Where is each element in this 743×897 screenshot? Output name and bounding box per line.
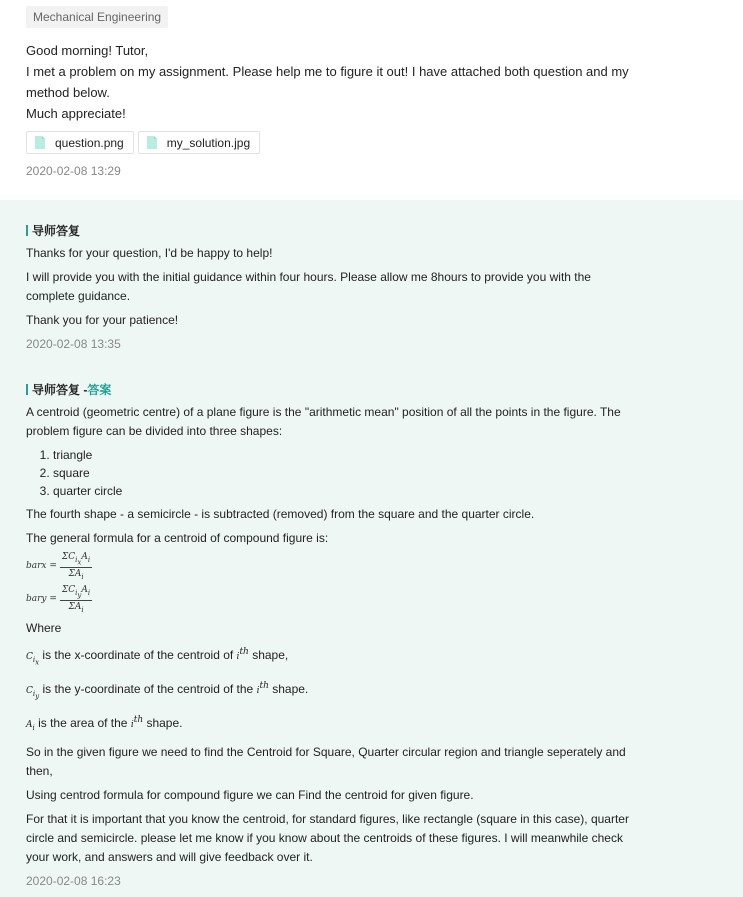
index-i: i <box>130 720 134 731</box>
reply-paragraph: Using centrod formula for compound figure we can Find the centroid for given figure. <box>26 788 474 803</box>
list-item: 3. quarter circle <box>53 482 636 500</box>
superscript-th: th <box>239 646 249 657</box>
symbol <box>26 720 35 733</box>
image-file-icon <box>147 136 157 149</box>
formula-bary <box>26 585 636 614</box>
shape-list <box>53 446 636 500</box>
reply-paragraph: Thanks for your question, I'd be happy to help! <box>26 246 273 260</box>
index-i: i <box>236 651 240 662</box>
title-accent-bar <box>26 225 28 236</box>
reply-timestamp: 2020-02-08 16:23 <box>26 874 121 889</box>
num-sym: ΣC <box>61 584 76 595</box>
answer-label: 答案 <box>87 382 112 397</box>
answers-section <box>0 200 743 897</box>
num-subsub: y <box>77 591 82 600</box>
sym-sub: i <box>32 689 36 698</box>
formula-fraction <box>60 585 92 614</box>
sym-subsub: x <box>35 658 40 667</box>
reply-title <box>26 381 636 397</box>
reply-paragraph: So in the given figure we need to find the Centroid for Square, Quarter circular region and triangle seperately and then, <box>26 745 626 779</box>
definition-cx <box>26 643 636 672</box>
reply-title <box>26 222 636 238</box>
reply-paragraph: A centroid (geometric centre) of a plane figure is the "arithmetic mean" position of all the points in the figure. The problem figure can be divided into three shapes: <box>26 405 621 438</box>
formula-denominator <box>68 601 83 614</box>
sym: A <box>26 720 33 731</box>
reply-paragraph: The general formula for a centroid of compound figure is: <box>26 531 329 545</box>
subject-tag: Mechanical Engineering <box>26 6 168 28</box>
reply-paragraph: For that it is important that you know the centroid, for standard figures, like rectangle (square in this case), quarter circle and semicircle. please let me know if you know about the centroids of these figures. I will meanwhile check your work, and answers and will give feedback over it. <box>26 812 629 865</box>
attachment-list <box>26 131 717 154</box>
formula-fraction <box>60 552 92 581</box>
sym-sub: i <box>32 655 36 664</box>
reply-paragraph: I will provide you with the initial guidance within four hours. Please allow me 8hours to provide you with the complete guidance. <box>26 270 591 303</box>
definition-text: shape, <box>248 647 289 662</box>
num-tail: A <box>81 552 88 562</box>
formula-numerator <box>60 585 92 601</box>
attachment-name: my_solution.jpg <box>166 135 251 150</box>
num-subsub: x <box>77 558 82 567</box>
reply-paragraph: Where <box>26 620 62 635</box>
definition-text: is the y-coordinate of the centroid of the <box>39 682 257 697</box>
num-tail-sub: i <box>87 588 91 597</box>
definition-text: is the area of the <box>34 716 131 731</box>
reply-timestamp: 2020-02-08 13:35 <box>26 337 121 351</box>
num-tail-sub: i <box>87 555 91 564</box>
symbol <box>26 686 40 701</box>
sym: C <box>26 651 33 662</box>
tutor-reply-answer <box>26 351 636 888</box>
attachment-name: question.png <box>55 135 124 150</box>
num-sym: ΣC <box>61 552 76 562</box>
definition-a <box>26 711 636 738</box>
reply-paragraph: The fourth shape - a semicircle - is subtracted (removed) from the square and the quarter circle. <box>26 507 535 521</box>
sym-subsub: y <box>35 692 40 701</box>
symbol <box>26 651 40 667</box>
formula-barx <box>26 552 636 581</box>
definition-text: is the x-coordinate of the centroid of <box>39 647 237 662</box>
question-line: Good morning! Tutor, <box>26 43 149 58</box>
reply-title-text: 导师答复 <box>32 223 81 238</box>
index-i: i <box>256 686 260 697</box>
image-file-icon <box>35 136 45 149</box>
sym-sub: i <box>32 724 35 733</box>
formula-denominator <box>68 568 83 581</box>
den-sym: ΣA <box>68 569 82 580</box>
list-item: 2. square <box>53 464 636 482</box>
formula-lhs: bary = <box>26 594 57 605</box>
title-accent-bar <box>26 384 28 395</box>
attachment-my-solution-jpg[interactable] <box>138 131 260 154</box>
formula-lhs: barx = <box>26 561 57 572</box>
attachment-question-png[interactable] <box>26 131 134 154</box>
num-sub: i <box>75 555 78 564</box>
question-line: Much appreciate! <box>26 106 126 121</box>
sym: C <box>26 686 33 697</box>
question-line: I met a problem on my assignment. Please help me to figure it out! I have attached both question and my method below. <box>26 64 629 100</box>
list-item: 1. triangle <box>53 446 636 464</box>
definition-cy <box>26 677 636 706</box>
question-timestamp: 2020-02-08 13:29 <box>26 164 121 178</box>
reply-paragraph: Thank you for your patience! <box>26 313 179 327</box>
definition-text: shape. <box>268 682 309 697</box>
superscript-th: th <box>133 715 144 726</box>
reply-title-text: 导师答复 - <box>32 382 88 397</box>
den-sub: i <box>81 605 84 614</box>
den-sub: i <box>81 572 84 581</box>
definition-text: shape. <box>143 716 183 731</box>
question-section <box>0 0 743 200</box>
tutor-reply-initial <box>26 200 636 351</box>
den-sym: ΣA <box>68 602 82 613</box>
superscript-th: th <box>259 681 269 692</box>
num-sub: i <box>75 588 78 597</box>
question-body <box>26 40 636 124</box>
formula-numerator <box>60 552 92 568</box>
num-tail: A <box>81 584 88 595</box>
